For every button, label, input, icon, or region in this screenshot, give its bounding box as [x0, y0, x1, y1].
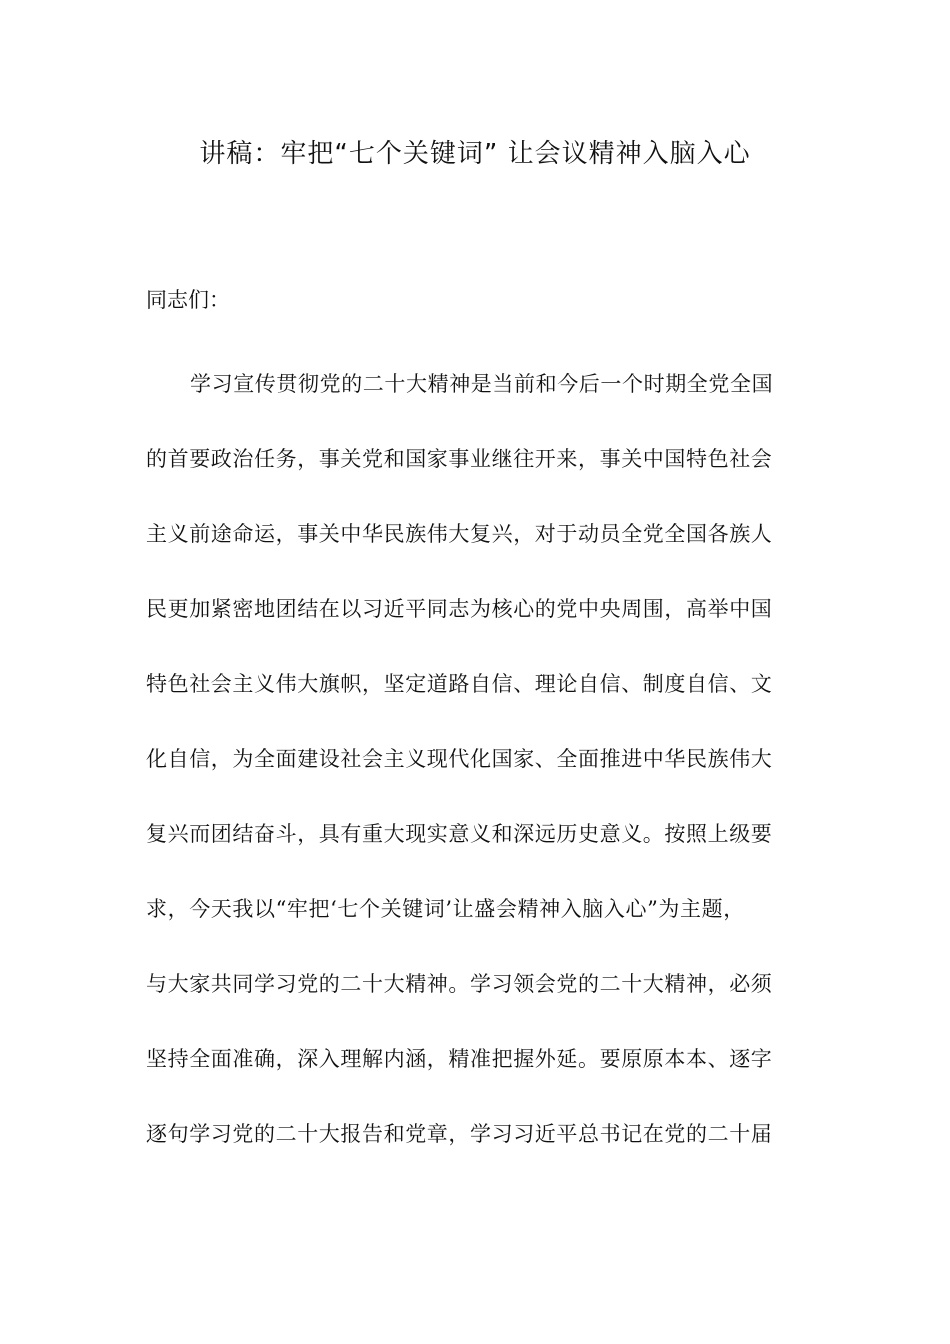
- body-line: 的首要政治任务，事关党和国家事业继往开来，事关中国特色社会: [146, 447, 773, 471]
- body-line: 学习宣传贯彻党的二十大精神是当前和今后一个时期全党全国: [190, 372, 774, 396]
- body-line: 特色社会主义伟大旗帜，坚定道路自信、理论自信、制度自信、文: [146, 672, 773, 696]
- body-line: 求，今天我以“牢把‘七个关键词’让盛会精神入脑入心”为主题，: [146, 897, 745, 921]
- salutation: 同志们：: [146, 288, 230, 312]
- document-title: 讲稿：牢把“七个关键词” 让会议精神入脑入心: [199, 139, 751, 169]
- body-line: 化自信，为全面建设社会主义现代化国家、全面推进中华民族伟大: [146, 747, 773, 771]
- body-line: 民更加紧密地团结在以习近平同志为核心的党中央周围，高举中国: [146, 597, 773, 621]
- body-line: 逐句学习党的二十大报告和党章，学习习近平总书记在党的二十届: [146, 1122, 773, 1146]
- body-line: 与大家共同学习党的二十大精神。学习领会党的二十大精神，必须: [146, 972, 773, 996]
- body-line: 坚持全面准确，深入理解内涵，精准把握外延。要原原本本、逐字: [146, 1047, 773, 1071]
- body-line: 主义前途命运，事关中华民族伟大复兴，对于动员全党全国各族人: [146, 522, 773, 546]
- body-line: 复兴而团结奋斗，具有重大现实意义和深远历史意义。按照上级要: [146, 822, 773, 846]
